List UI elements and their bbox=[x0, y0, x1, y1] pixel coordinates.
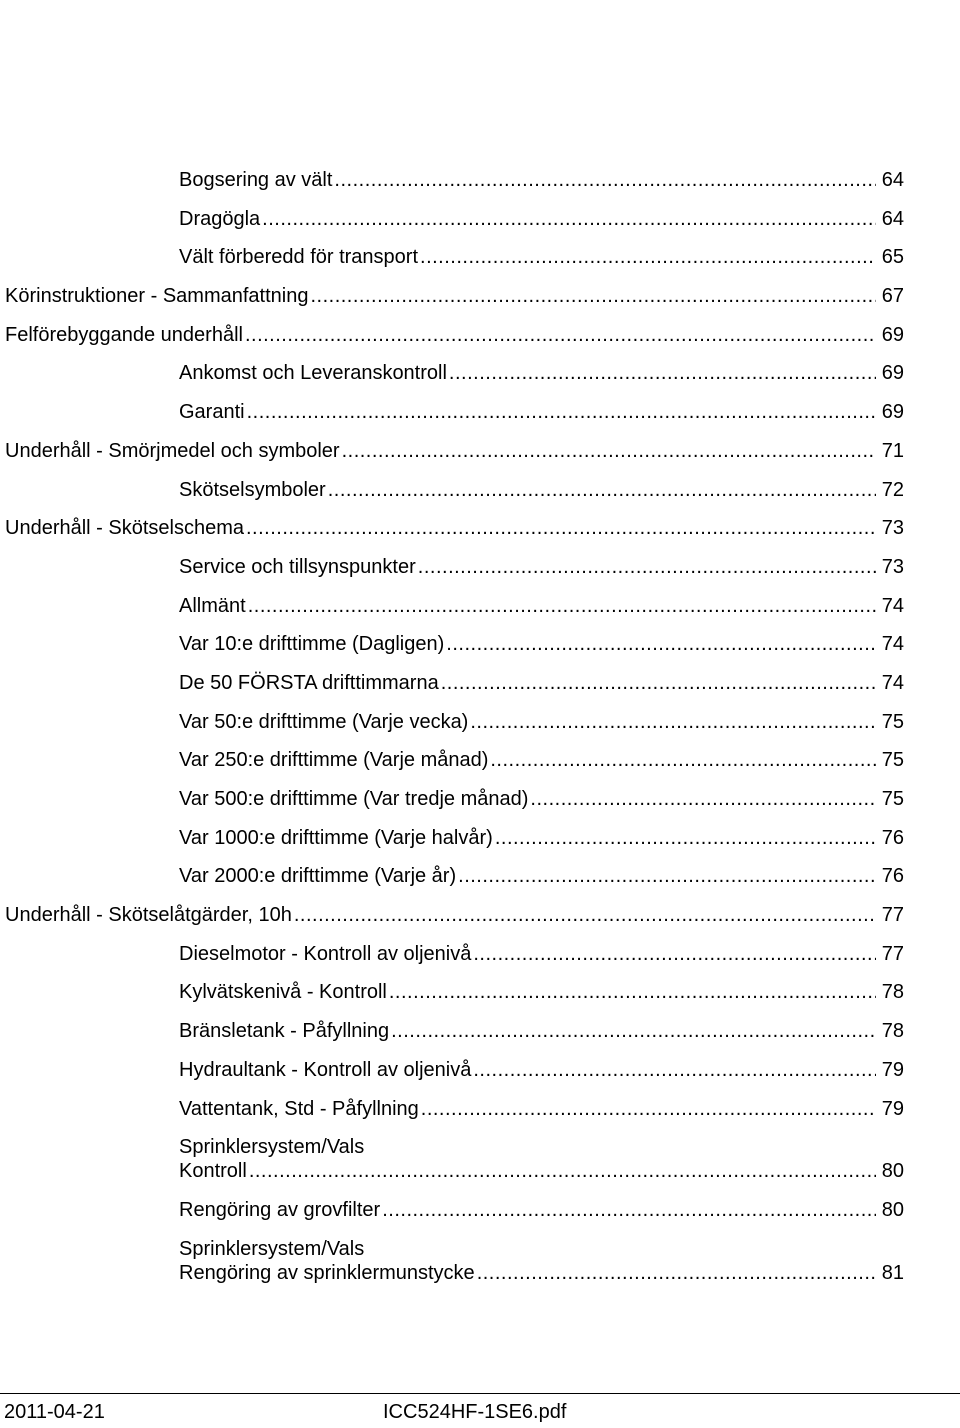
dot-leader bbox=[530, 787, 876, 811]
dot-leader bbox=[391, 1019, 876, 1043]
toc-entry-page: 75 bbox=[881, 788, 904, 810]
toc-entry-title: Var 1000:e drifttimme (Varje halvår) bbox=[179, 826, 493, 849]
toc-entry-title: Var 2000:e drifttimme (Varje år) bbox=[179, 865, 457, 888]
toc-entry-page: 73 bbox=[881, 517, 904, 540]
toc-entry-title: Var 500:e drifttimme (Var tredje månad) bbox=[179, 788, 529, 810]
toc-entry[interactable] bbox=[0, 1135, 960, 1183]
dot-leader bbox=[446, 632, 876, 656]
toc-entry-title-line1: Sprinklersystem/Vals bbox=[179, 1136, 365, 1159]
toc-entry-title: Bogsering av vält bbox=[179, 169, 333, 191]
toc-entry-title: Rengöring av sprinklermunstycke bbox=[179, 1261, 475, 1284]
dot-leader bbox=[294, 903, 876, 927]
toc-entry-title: Vattentank, Std - Påfyllning bbox=[179, 1097, 419, 1120]
toc-entry-title: Vält förberedd för transport bbox=[179, 246, 419, 269]
toc-entry-title: De 50 FÖRSTA drifttimmarna bbox=[179, 671, 439, 694]
toc-entry-page: 74 bbox=[881, 594, 904, 617]
toc-entry-page: 75 bbox=[881, 710, 904, 733]
toc-entry[interactable] bbox=[0, 710, 960, 734]
toc-entry-page: 65 bbox=[881, 246, 904, 269]
table-of-contents bbox=[0, 168, 960, 1299]
toc-entry-page: 80 bbox=[881, 1198, 904, 1221]
toc-entry-page: 80 bbox=[881, 1160, 904, 1183]
toc-entry-title: Service och tillsynspunkter bbox=[179, 555, 416, 578]
toc-entry-page: 64 bbox=[881, 207, 904, 230]
toc-entry-page: 78 bbox=[881, 1020, 904, 1043]
toc-entry-page: 71 bbox=[881, 439, 904, 462]
toc-entry-page: 69 bbox=[881, 323, 904, 346]
toc-entry[interactable] bbox=[0, 284, 960, 308]
toc-entry-page: 73 bbox=[881, 555, 904, 578]
toc-entry-title: Ankomst och Leveranskontroll bbox=[179, 362, 447, 385]
dot-leader bbox=[247, 400, 876, 424]
toc-entry-title: Var 10:e drifttimme (Dagligen) bbox=[179, 633, 445, 656]
dot-leader bbox=[245, 323, 876, 347]
dot-leader bbox=[495, 826, 876, 850]
toc-entry-page: 78 bbox=[881, 981, 904, 1004]
page-footer bbox=[0, 1393, 960, 1426]
toc-entry[interactable] bbox=[0, 1058, 960, 1082]
toc-entry[interactable] bbox=[0, 168, 960, 192]
dot-leader bbox=[334, 168, 876, 192]
toc-entry[interactable] bbox=[0, 826, 960, 850]
toc-entry[interactable] bbox=[0, 207, 960, 231]
dot-leader bbox=[458, 864, 876, 888]
dot-leader bbox=[473, 1058, 876, 1082]
dot-leader bbox=[262, 207, 876, 231]
dot-leader bbox=[248, 594, 876, 618]
toc-entry-page: 74 bbox=[881, 633, 904, 656]
toc-entry[interactable] bbox=[0, 1198, 960, 1222]
toc-entry[interactable] bbox=[0, 1019, 960, 1043]
toc-entry-page: 79 bbox=[881, 1097, 904, 1120]
toc-entry[interactable] bbox=[0, 439, 960, 463]
toc-entry-title: Bränsletank - Påfyllning bbox=[179, 1020, 390, 1043]
toc-entry-title: Hydraultank - Kontroll av oljenivå bbox=[179, 1058, 472, 1081]
toc-entry-title: Var 250:e drifttimme (Varje månad) bbox=[179, 749, 489, 772]
dot-leader bbox=[420, 245, 876, 269]
toc-entry-title: Rengöring av grovfilter bbox=[179, 1198, 381, 1221]
toc-entry-page: 76 bbox=[881, 865, 904, 888]
dot-leader bbox=[470, 710, 876, 734]
dot-leader bbox=[382, 1198, 876, 1222]
toc-entry[interactable] bbox=[0, 980, 960, 1004]
toc-entry[interactable] bbox=[0, 671, 960, 695]
toc-entry-page: 69 bbox=[881, 401, 904, 424]
toc-entry-page: 74 bbox=[881, 671, 904, 694]
dot-leader bbox=[449, 361, 876, 385]
toc-entry-page: 81 bbox=[881, 1261, 904, 1284]
dot-leader bbox=[246, 516, 876, 540]
toc-entry[interactable] bbox=[0, 323, 960, 347]
toc-entry[interactable] bbox=[0, 400, 960, 424]
toc-entry-page: 76 bbox=[881, 826, 904, 849]
toc-entry-page: 79 bbox=[881, 1058, 904, 1081]
toc-entry-title: Körinstruktioner - Sammanfattning bbox=[5, 285, 309, 308]
toc-entry[interactable] bbox=[0, 1237, 960, 1285]
toc-entry[interactable] bbox=[0, 361, 960, 385]
toc-entry-title: Felförebyggande underhåll bbox=[5, 323, 243, 346]
dot-leader bbox=[421, 1097, 876, 1121]
toc-entry[interactable] bbox=[0, 748, 960, 772]
dot-leader bbox=[310, 284, 876, 308]
toc-entry-title: Underhåll - Skötselschema bbox=[5, 517, 244, 540]
toc-entry-page: 69 bbox=[881, 362, 904, 385]
toc-entry[interactable] bbox=[0, 632, 960, 656]
toc-entry[interactable] bbox=[0, 478, 960, 502]
dot-leader bbox=[490, 748, 876, 772]
toc-entry-page: 77 bbox=[881, 942, 904, 965]
toc-entry-title-line1: Sprinklersystem/Vals bbox=[179, 1237, 365, 1260]
toc-entry-page: 67 bbox=[881, 285, 904, 308]
footer-date: 2011-04-21 bbox=[4, 1401, 105, 1423]
dot-leader bbox=[328, 478, 876, 502]
toc-entry-title: Garanti bbox=[179, 401, 245, 424]
toc-entry-page: 75 bbox=[881, 749, 904, 772]
toc-entry[interactable] bbox=[0, 555, 960, 579]
toc-entry-title: Underhåll - Skötselåtgärder, 10h bbox=[5, 904, 292, 927]
footer-filename: ICC524HF-1SE6.pdf bbox=[383, 1401, 567, 1423]
toc-entry-title: Underhåll - Smörjmedel och symboler bbox=[5, 439, 340, 462]
toc-entry-title: Allmänt bbox=[179, 594, 246, 617]
dot-leader bbox=[342, 439, 876, 463]
toc-entry-title: Var 50:e drifttimme (Varje vecka) bbox=[179, 710, 469, 733]
dot-leader bbox=[249, 1159, 876, 1183]
toc-entry-title: Dieselmotor - Kontroll av oljenivå bbox=[179, 942, 472, 965]
dot-leader bbox=[418, 555, 876, 579]
toc-entry[interactable] bbox=[0, 1097, 960, 1121]
toc-entry-title: Dragögla bbox=[179, 207, 261, 230]
toc-entry-page: 77 bbox=[881, 904, 904, 927]
dot-leader bbox=[389, 980, 876, 1004]
toc-entry-page: 64 bbox=[881, 169, 904, 191]
toc-entry-title: Kylvätskenivå - Kontroll bbox=[179, 981, 387, 1004]
toc-entry[interactable] bbox=[0, 245, 960, 269]
toc-entry[interactable] bbox=[0, 864, 960, 888]
toc-entry[interactable] bbox=[0, 516, 960, 540]
dot-leader bbox=[477, 1261, 876, 1285]
toc-entry[interactable] bbox=[0, 942, 960, 966]
dot-leader bbox=[473, 942, 876, 966]
toc-entry-title: Skötselsymboler bbox=[179, 478, 326, 501]
toc-entry[interactable] bbox=[0, 594, 960, 618]
dot-leader bbox=[441, 671, 876, 695]
toc-entry[interactable] bbox=[0, 787, 960, 811]
toc-entry[interactable] bbox=[0, 903, 960, 927]
toc-entry-title: Kontroll bbox=[179, 1160, 247, 1183]
toc-entry-page: 72 bbox=[881, 478, 904, 501]
